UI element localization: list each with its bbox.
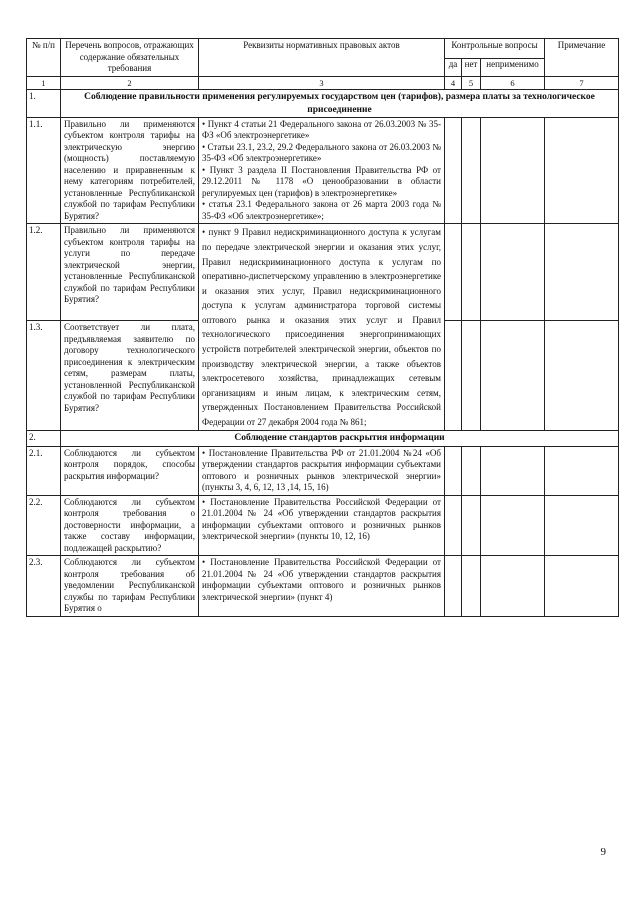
header-yes: да bbox=[445, 59, 462, 76]
requirements-cell bbox=[199, 117, 445, 224]
row-number: 2.1. bbox=[27, 446, 61, 495]
table-row bbox=[27, 446, 619, 495]
header-note: Примечание bbox=[545, 39, 619, 77]
table-row bbox=[27, 556, 619, 617]
question-cell: Соблюдаются ли субъектом контроля требования о достоверности информации, а также составу информации, подлежащей раскрытию? bbox=[61, 495, 199, 556]
answer-no-cell[interactable] bbox=[462, 117, 481, 224]
col-number: 5 bbox=[462, 76, 481, 90]
requirements-cell bbox=[199, 446, 445, 495]
requirement-item: • Пункт 3 раздела II Постановления Правительства РФ от 29.12.2011 № 1178 «О ценообразовании в области регулируемых цен (тарифов) в электроэнергетике» bbox=[202, 165, 441, 200]
question-cell: Соответствует ли плата, предъявляемая заявителю по договору технологического присоединения к электрическим сетям, размерам платы, установленной Республиканской службой по тарифам Республики Бурятия? bbox=[61, 321, 199, 431]
requirement-item: • Статьи 23.1, 23.2, 29.2 Федерального закона от 26.03.2003 № 35-ФЗ «Об электроэнергетике» bbox=[202, 142, 441, 165]
answer-na-cell[interactable] bbox=[481, 117, 545, 224]
row-number: 1.2. bbox=[27, 224, 61, 321]
answer-na-cell[interactable] bbox=[481, 224, 545, 321]
header-num: № п/п bbox=[27, 39, 61, 77]
header-row bbox=[27, 39, 619, 59]
note-cell[interactable] bbox=[545, 495, 619, 556]
answer-no-cell[interactable] bbox=[462, 446, 481, 495]
answer-yes-cell[interactable] bbox=[445, 556, 462, 617]
row-number: 1.3. bbox=[27, 321, 61, 431]
table-row bbox=[27, 117, 619, 224]
header-no: нет bbox=[462, 59, 481, 76]
header-control: Контрольные вопросы bbox=[445, 39, 545, 59]
requirement-item: • статья 23.1 Федерального закона от 26 марта 2003 года № 35-ФЗ «Об электроэнергетике»; bbox=[202, 199, 441, 222]
col-number: 7 bbox=[545, 76, 619, 90]
col-number: 2 bbox=[61, 76, 199, 90]
requirement-item: • Постановление Правительства РФ от 21.01.2004 №24 «Об утверждении стандартов раскрытия информации субъектами оптового и розничных рынков электрической энергии» (пункты 3, 4, 6, 12, 13 ,14, 15, 16) bbox=[202, 448, 441, 494]
col-number: 1 bbox=[27, 76, 61, 90]
header-questions: Перечень вопросов, отражающих содержание обязательных требования bbox=[61, 39, 199, 77]
answer-na-cell[interactable] bbox=[481, 446, 545, 495]
answer-yes-cell[interactable] bbox=[445, 495, 462, 556]
header-acts: Реквизиты нормативных правовых актов bbox=[199, 39, 445, 77]
row-number: 2.2. bbox=[27, 495, 61, 556]
answer-yes-cell[interactable] bbox=[445, 224, 462, 321]
section-number: 2. bbox=[27, 431, 61, 446]
table-row bbox=[27, 224, 619, 321]
col-number: 6 bbox=[481, 76, 545, 90]
question-cell: Соблюдаются ли субъектом контроля требования об уведомлении Республиканской службы по тарифам Республики Бурятия о bbox=[61, 556, 199, 617]
answer-no-cell[interactable] bbox=[462, 321, 481, 431]
requirement-item: • Постановление Правительства Российской Федерации от 21.01.2004 № 24 «Об утверждении стандартов раскрытия информации субъектами оптового и розничных рынков электрической энергии» (пункты 10, 12, 16) bbox=[202, 497, 441, 543]
requirements-cell bbox=[199, 224, 445, 431]
table-row bbox=[27, 495, 619, 556]
answer-yes-cell[interactable] bbox=[445, 117, 462, 224]
col-number: 3 bbox=[199, 76, 445, 90]
section-row bbox=[27, 431, 619, 446]
requirement-item: • пункт 9 Правил недискриминационного доступа к услугам по передаче электрической энергии и оказания этих услуг, Правил недискриминационного доступа к услугам по оперативно-диспетчерскому управлению в электроэнергетике и оказания этих услуг, Правил недискриминационного доступа к услугам администратора торговой системы оптового рынка и оказания этих услуг и Правил технологического присоединения энергопринимающих устройств потребителей электрической энергии, объектов по производству электрической энергии, а также объектов электросетевого хозяйства, принадлежащих сетевым организациям и иным лицам, к электрическим сетям, утвержденных Постановлением Правительства Российской Федерации от 27 декабря 2004 года № 861; bbox=[202, 225, 441, 429]
question-cell: Соблюдаются ли субъектом контроля порядок, способы раскрытия информации? bbox=[61, 446, 199, 495]
answer-na-cell[interactable] bbox=[481, 495, 545, 556]
requirement-item: • Постановление Правительства Российской Федерации от 21.01.2004 № 24 «Об утверждении стандартов раскрытия информации субъектами оптового и розничных рынков электрической энергии» (пункт 4) bbox=[202, 557, 441, 603]
row-number: 1.1. bbox=[27, 117, 61, 224]
question-cell: Правильно ли применяются субъектом контроля тарифы на электрическую энергию (мощность) поставляемую населению и приравненным к нему категориям потребителей, установленные Республиканской службой по тарифам Республики Бурятия? bbox=[61, 117, 199, 224]
col-number: 4 bbox=[445, 76, 462, 90]
page-number: 9 bbox=[600, 846, 606, 858]
column-numbers-row bbox=[27, 76, 619, 90]
answer-yes-cell[interactable] bbox=[445, 321, 462, 431]
note-cell[interactable] bbox=[545, 556, 619, 617]
answer-no-cell[interactable] bbox=[462, 495, 481, 556]
note-cell[interactable] bbox=[545, 224, 619, 321]
note-cell[interactable] bbox=[545, 117, 619, 224]
note-cell[interactable] bbox=[545, 446, 619, 495]
question-cell: Правильно ли применяются субъектом контроля тарифы на услуги по передаче электрической энергии, установленные Республиканской службой по тарифам Республики Бурятия? bbox=[61, 224, 199, 321]
section-row bbox=[27, 90, 619, 117]
row-number: 2.3. bbox=[27, 556, 61, 617]
requirement-item: • Пункт 4 статьи 21 Федерального закона от 26.03.2003 № 35-ФЗ «Об электроэнергетике» bbox=[202, 119, 441, 142]
checklist-table bbox=[26, 38, 619, 617]
answer-na-cell[interactable] bbox=[481, 321, 545, 431]
answer-na-cell[interactable] bbox=[481, 556, 545, 617]
answer-yes-cell[interactable] bbox=[445, 446, 462, 495]
requirements-cell bbox=[199, 556, 445, 617]
section-title: Соблюдение правильности применения регулируемых государством цен (тарифов), размера платы за технологическое присоединение bbox=[61, 90, 619, 117]
section-title: Соблюдение стандартов раскрытия информации bbox=[61, 431, 619, 446]
note-cell[interactable] bbox=[545, 321, 619, 431]
header-na: неприменимо bbox=[481, 59, 545, 76]
answer-no-cell[interactable] bbox=[462, 224, 481, 321]
answer-no-cell[interactable] bbox=[462, 556, 481, 617]
section-number: 1. bbox=[27, 90, 61, 117]
requirements-cell bbox=[199, 495, 445, 556]
